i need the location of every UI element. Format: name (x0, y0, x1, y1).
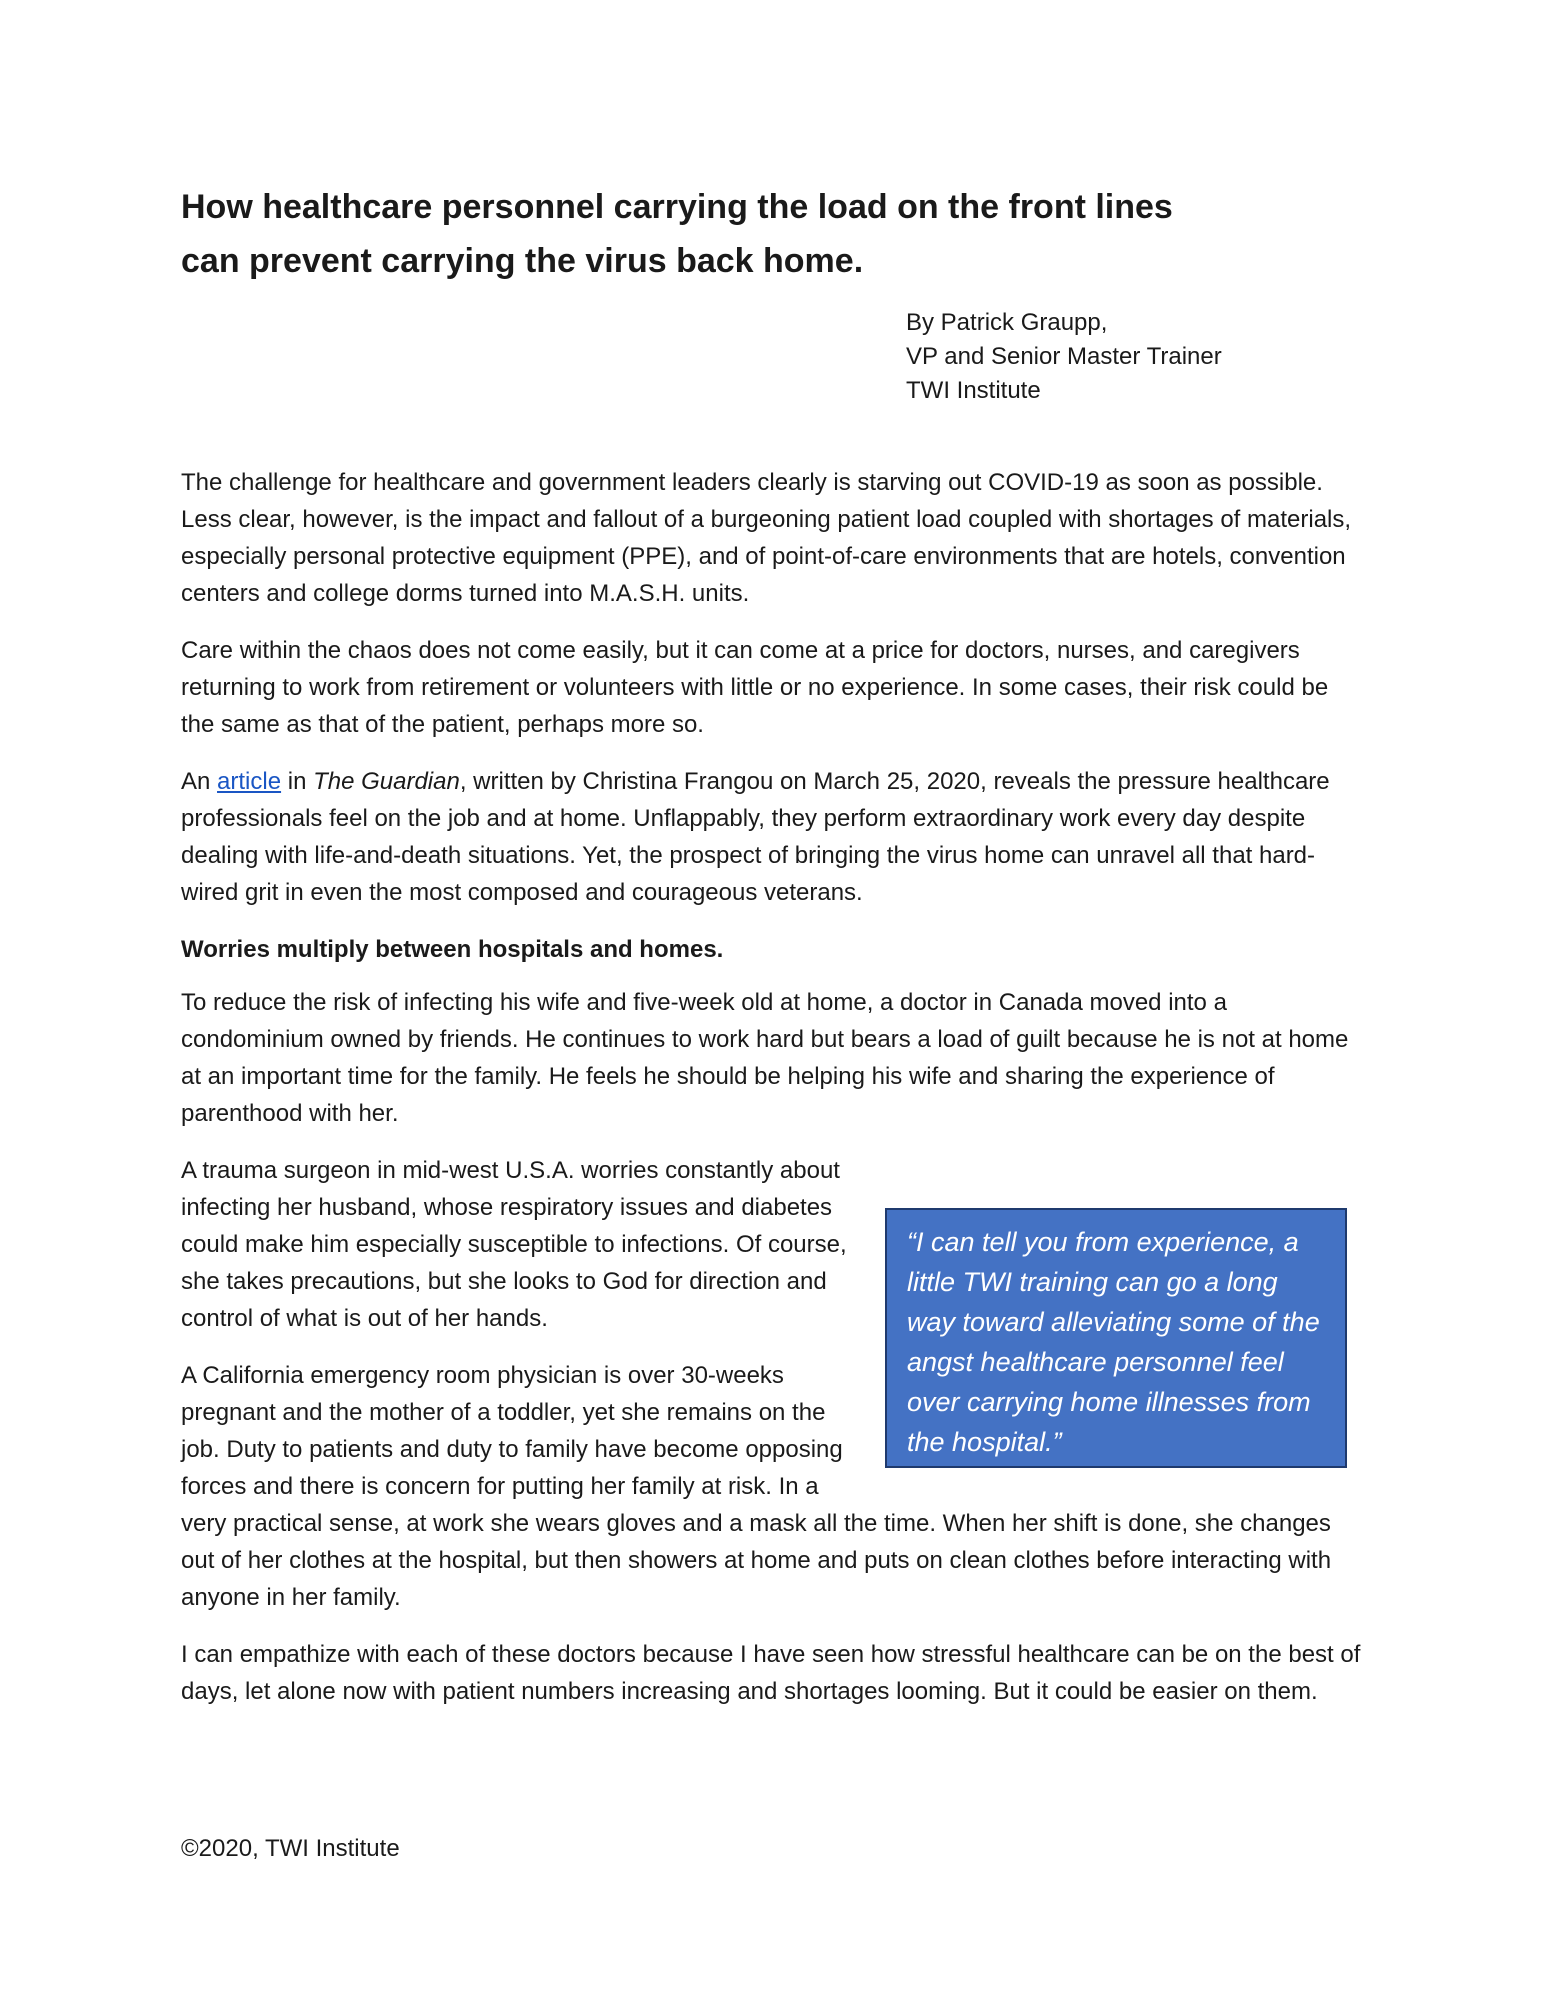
paragraph-7: I can empathize with each of these doctors because I have seen how stressful healthcare can be on the best of days, let alone now with patient numbers increasing and shortages looming. But it could be easier on them. (181, 1641, 1361, 1705)
paragraph-1: The challenge for healthcare and government leaders clearly is starving out COVID-19 as soon as possible. Less clear, however, is the impact and fallout of a burgeoning patient load coupled with shortages of materials, especially personal protective equipment (PPE), and of point-of-care environments that are hotels, convention centers and college dorms turned into M.A.S.H. units. (181, 469, 1352, 607)
article-body (181, 464, 1361, 1730)
paragraph-3 (181, 763, 1361, 911)
section-heading: Worries multiply between hospitals and homes. (181, 936, 724, 963)
paragraph-3-prefix: An (181, 768, 218, 795)
byline (906, 306, 1222, 408)
paragraph-6: A California emergency room physician is over 30-weeks pregnant and the mother of a toddler, yet she remains on the job. Duty to patients and duty to family have become opposing forces and there is concern for putting her family at risk. In a very practical sense, at work she wears gloves and a mask all the time. When her shift is done, she changes out of her clothes at the hospital, but then showers at home and puts on clean clothes before interacting with anyone in her family. (181, 1362, 1332, 1611)
paragraph-2: Care within the chaos does not come easily, but it can come at a price for doctors, nurses, and caregivers returning to work from retirement or volunteers with little or no experience. In some cases, their risk could be the same as that of the patient, perhaps more so. (181, 637, 1329, 738)
pull-quote-box: “I can tell you from experience, a little TWI training can go a long way toward alleviating some of the angst healthcare personnel feel over carrying home illnesses from the hospital.” (885, 1208, 1347, 1468)
title-line-2: can prevent carrying the virus back home. (181, 242, 864, 280)
paragraph-5: A trauma surgeon in mid-west U.S.A. worries constantly about infecting her husband, whose respiratory issues and diabetes could make him especially susceptible to infections. Of course, she takes precautions, but she looks to God for direction and control of what is out of her hands. (181, 1157, 847, 1332)
article-link[interactable]: article (217, 768, 282, 795)
title-line-1: How healthcare personnel carrying the load on the front lines (181, 188, 1173, 226)
byline-role: VP and Senior Master Trainer (906, 343, 1222, 370)
source-name: The Guardian (313, 768, 460, 795)
copyright-footer: ©2020, TWI Institute (181, 1835, 400, 1862)
byline-author: By Patrick Graupp, (906, 309, 1108, 336)
paragraph-4: To reduce the risk of infecting his wife and five-week old at home, a doctor in Canada moved into a condominium owned by friends. He continues to work hard but bears a load of guilt because he is not at home at an important time for the family. He feels he should be helping his wife and sharing the experience of parenthood with her. (181, 989, 1349, 1127)
paragraph-3-rest: , written by Christina Frangou on March 25, 2020, reveals the pressure healthcare professionals feel on the job and at home. Unflappably, they perform extraordinary work every day despite dealing with life-and-death situations. Yet, the prospect of bringing the virus home can unravel all that hard-wired grit in even the most composed and courageous veterans. (181, 768, 1330, 906)
byline-org: TWI Institute (906, 377, 1041, 404)
paragraph-3-mid: in (281, 768, 314, 795)
article-title (181, 180, 1331, 288)
